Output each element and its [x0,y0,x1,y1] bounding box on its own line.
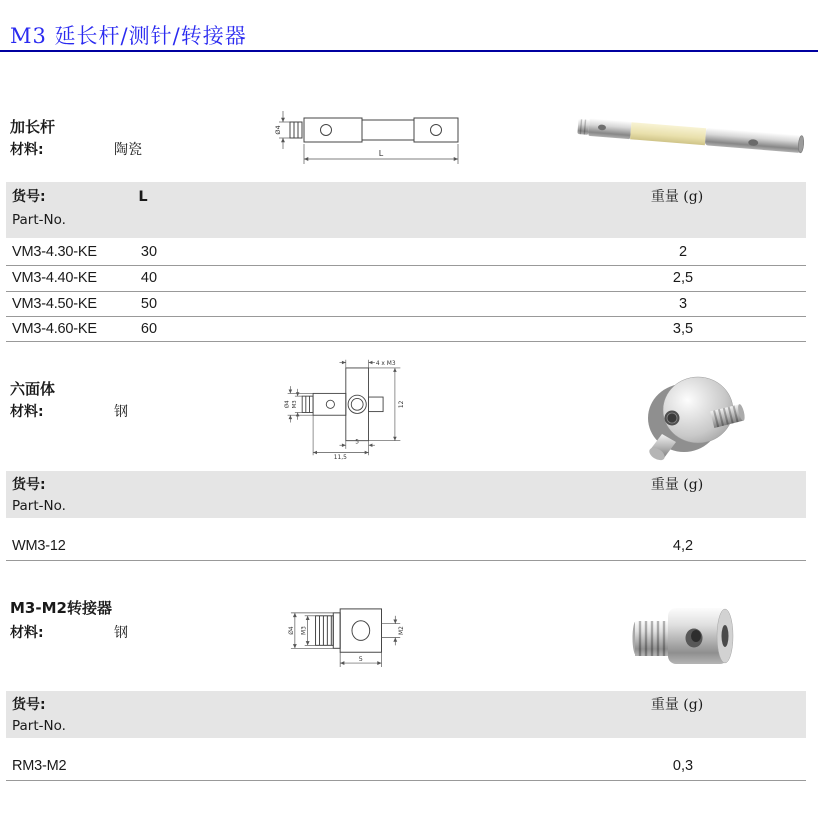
weight-cell: 3 [678,296,688,312]
material-label-hexahedron: 材料: [10,404,44,420]
col-header-weight: 重量 (g) [650,697,704,713]
technical-drawing-adapter [286,596,414,675]
col-header-part-en: Part-No. [12,498,66,514]
dim-label-total-width: 11,5 [333,454,347,460]
part-no-cell: RM3-M2 [12,758,67,774]
dim-label-width: 5 [355,439,360,446]
col-header-weight: 重量 (g) [650,189,704,205]
length-cell: 60 [140,321,158,337]
material-value-adapter: 钢 [114,625,128,641]
weight-cell: 3,5 [672,321,694,337]
table-row [6,317,806,342]
table-row [6,532,806,561]
col-header-weight: 重量 (g) [650,477,704,493]
part-no-cell: VM3-4.30-KE [12,244,97,260]
material-label-adapter: 材料: [10,625,44,641]
dim-label-thread-right: M2 [399,626,406,635]
length-cell: 40 [140,270,158,286]
technical-drawing-hexahedron [284,355,434,460]
dim-label-length: L [378,149,384,158]
dim-label-thread-left: M3 [301,626,308,635]
section-heading-extension-rod: 加长杆 [10,118,56,136]
weight-cell: 2 [678,244,688,260]
product-photo-extension-rod [568,98,815,176]
weight-cell: 4,2 [672,538,694,554]
dim-label-diameter: Ø4 [274,125,282,135]
part-no-cell: VM3-4.40-KE [12,270,97,286]
table-row [6,240,806,266]
product-photo-hexahedron [622,366,754,462]
dim-label-height: 12 [399,400,406,409]
dim-label-width: 5 [358,655,363,664]
page-title: M3 延长杆/测针/转接器 [10,24,247,48]
dim-label-diameter: Ø4 [284,400,291,409]
section-heading-hexahedron: 六面体 [10,380,56,398]
section-heading-adapter: M3-M2转接器 [10,599,112,617]
col-header-part-en: Part-No. [12,212,66,228]
table-row [6,266,806,292]
product-photo-adapter [622,594,754,677]
table-row [6,752,806,781]
title-divider [0,50,818,52]
dim-label-thread-count: 4 x M3 [375,360,396,367]
part-no-cell: VM3-4.50-KE [12,296,97,312]
technical-drawing-extension-rod [274,102,464,170]
col-header-part-cn: 货号: [12,189,46,205]
weight-cell: 2,5 [672,270,694,286]
weight-cell: 0,3 [672,758,694,774]
col-header-length: L [138,189,148,205]
material-value-hexahedron: 钢 [114,404,128,420]
dim-label-thread: M3 [291,400,298,409]
material-label-extension-rod: 材料: [10,142,44,158]
col-header-part-cn: 货号: [12,697,46,713]
length-cell: 30 [140,244,158,260]
table-row [6,292,806,317]
part-no-cell: WM3-12 [12,538,66,554]
part-no-cell: VM3-4.60-KE [12,321,97,337]
length-cell: 50 [140,296,158,312]
col-header-part-cn: 货号: [12,477,46,493]
material-value-extension-rod: 陶瓷 [114,142,142,158]
col-header-part-en: Part-No. [12,718,66,734]
dim-label-diameter: Ø4 [288,626,295,635]
